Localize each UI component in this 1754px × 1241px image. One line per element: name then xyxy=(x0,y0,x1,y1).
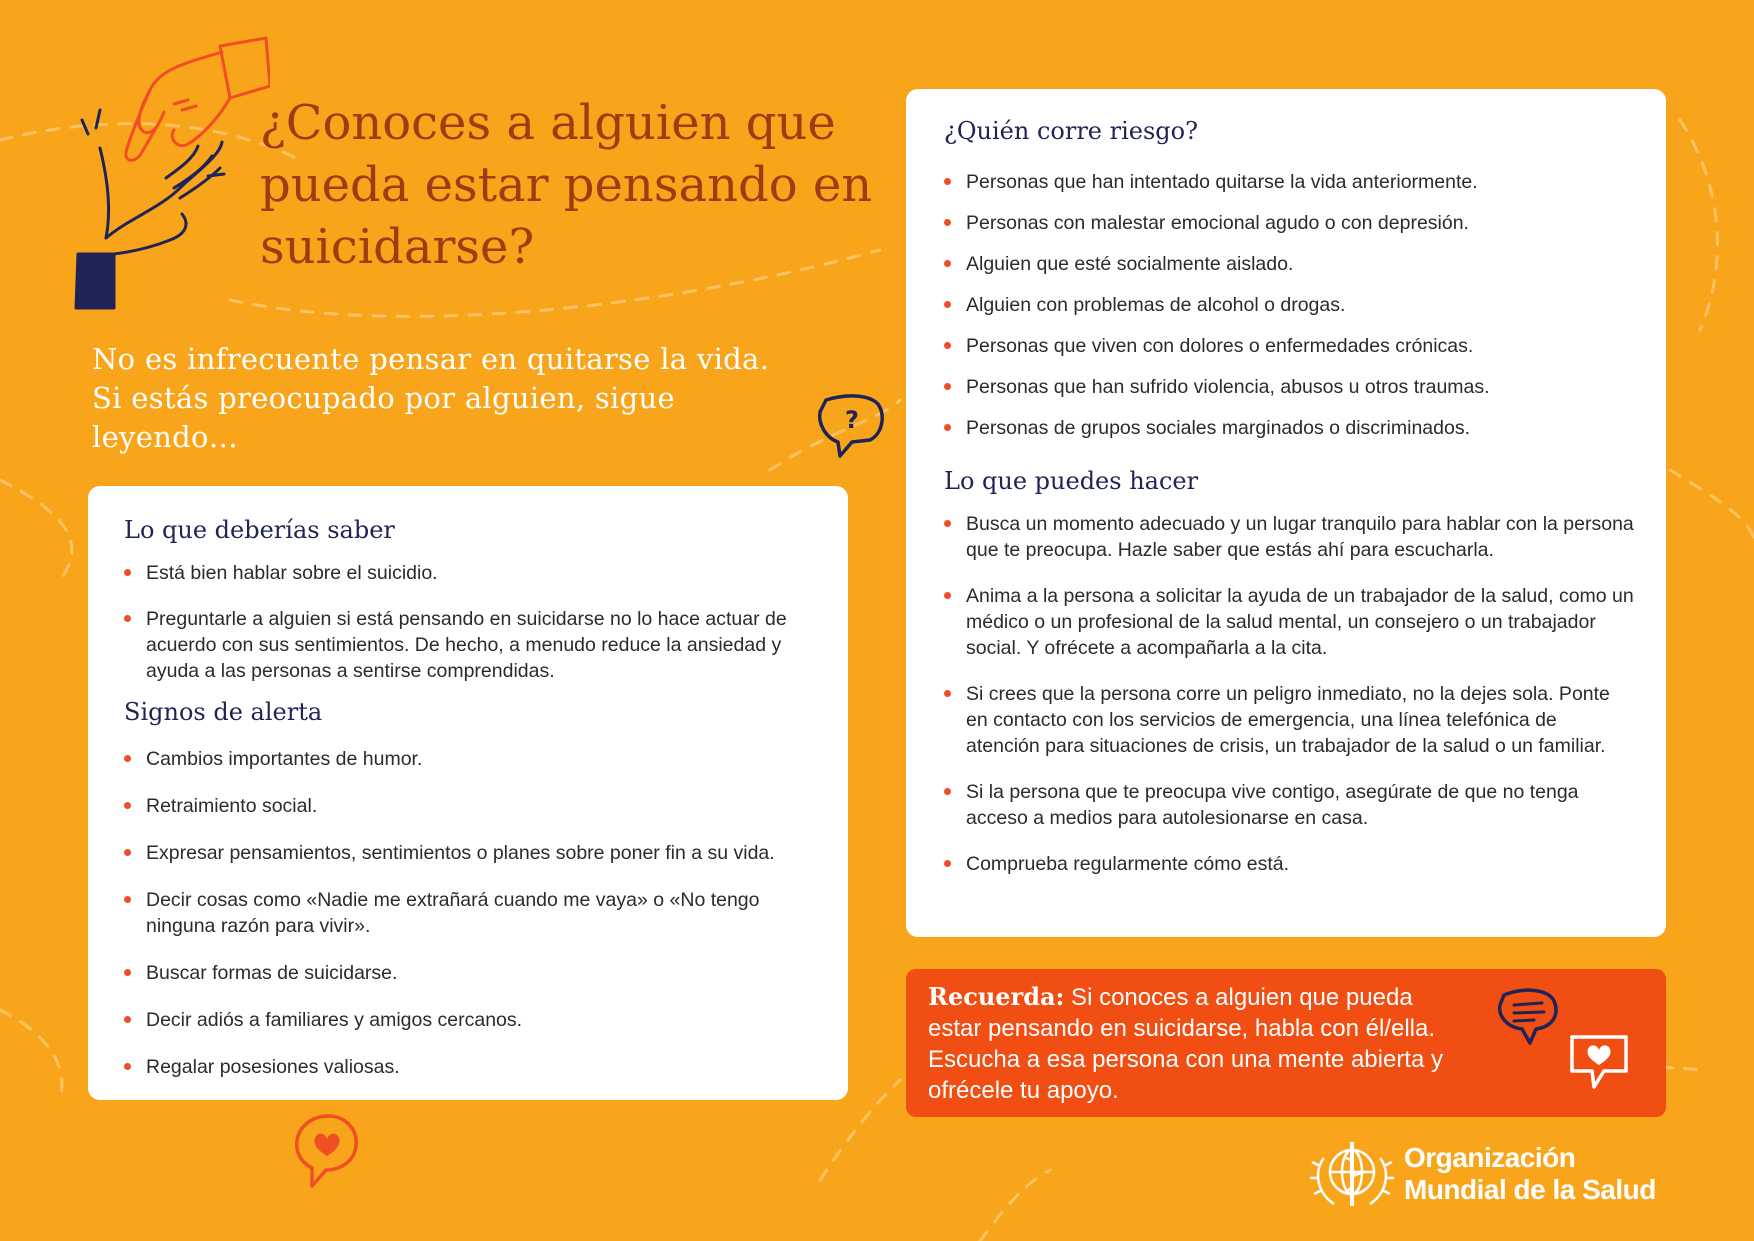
list-what-you-can-do xyxy=(944,511,1634,877)
list-item: Preguntarle a alguien si está pensando en suicidarse no lo hace actuar de acuerdo con sus sentimientos. De hecho, a menudo reduce la ansiedad y ayuda a las personas a sentirse comprendidas. xyxy=(124,606,814,684)
list-item: Decir adiós a familiares y amigos cercanos. xyxy=(124,1007,814,1033)
list-item: Si la persona que te preocupa vive contigo, asegúrate de que no tenga acceso a medios para autolesionarse en casa. xyxy=(944,779,1634,831)
list-item: Decir cosas como «Nadie me extrañará cuando me vaya» o «No tengo ninguna razón para vivir». xyxy=(124,887,814,939)
who-line2: Mundial de la Salud xyxy=(1404,1174,1656,1205)
list-item: Alguien que esté socialmente aislado. xyxy=(944,251,1634,277)
heart-message-icon xyxy=(1566,1031,1632,1093)
list-item: Personas de grupos sociales marginados o discriminados. xyxy=(944,415,1634,441)
list-item: Personas que han intentado quitarse la vida anteriormente. xyxy=(944,169,1634,195)
heading-warning-signs: Signos de alerta xyxy=(124,698,323,726)
list-item: Anima a la persona a solicitar la ayuda de un trabajador de la salud, como un médico o un profesional de la salud mental, un consejero o un trabajador social. Y ofrécete a acompañarla a la cita. xyxy=(944,583,1634,661)
intro-text: No es infrecuente pensar en quitarse la vida. Si estás preocupado por alguien, sigue leyendo… xyxy=(92,342,770,454)
heading-what-you-can-do: Lo que puedes hacer xyxy=(944,467,1199,495)
heart-bubble-icon xyxy=(292,1112,364,1190)
list-item: Busca un momento adecuado y un lugar tranquilo para hablar con la persona que te preocupa. Hazle saber que estás ahí para escucharla. xyxy=(944,511,1634,563)
list-item: Buscar formas de suicidarse. xyxy=(124,960,814,986)
list-item: Alguien con problemas de alcohol o drogas. xyxy=(944,292,1634,318)
question-bubble-icon xyxy=(816,392,888,462)
remember-body: Si conoces a alguien que pueda estar pensando en suicidarse, habla con él/ella. Escucha a esa persona con una mente abierta y ofrécele tu apoyo. xyxy=(928,984,1443,1104)
chat-lines-icon xyxy=(1496,985,1562,1049)
list-item: Cambios importantes de humor. xyxy=(124,746,814,772)
list-item: Retraimiento social. xyxy=(124,793,814,819)
page-title: ¿Conoces a alguien que pueda estar pensando en suicidarse? xyxy=(260,95,873,275)
list-item: Si crees que la persona corre un peligro inmediato, no la dejes sola. Ponte en contacto con los servicios de emergencia, una línea telefónica de atención para situaciones de crisis, un trabajador de la salud o un familiar. xyxy=(944,681,1634,759)
list-item: Expresar pensamientos, sentimientos o planes sobre poner fin a su vida. xyxy=(124,840,814,866)
list-item: Personas que viven con dolores o enfermedades crónicas. xyxy=(944,333,1634,359)
who-logo xyxy=(1304,1136,1664,1212)
list-warning-signs xyxy=(124,746,814,1080)
heading-who-at-risk: ¿Quién corre riesgo? xyxy=(944,117,1198,145)
list-item: Regalar posesiones valiosas. xyxy=(124,1054,814,1080)
who-line1: Organización xyxy=(1404,1142,1576,1173)
remember-text xyxy=(928,981,1468,1106)
list-who-at-risk xyxy=(944,169,1634,441)
remember-callout xyxy=(906,969,1666,1117)
remember-label: Recuerda: xyxy=(928,982,1065,1011)
card-what-to-know xyxy=(88,486,848,1100)
list-item: Comprueba regularmente cómo está. xyxy=(944,851,1634,877)
list-item: Personas que han sufrido violencia, abusos u otros traumas. xyxy=(944,374,1634,400)
who-emblem-icon xyxy=(1304,1136,1400,1212)
svg-text:?: ? xyxy=(845,406,859,434)
list-what-to-know xyxy=(124,560,814,684)
list-item: Personas con malestar emocional agudo o con depresión. xyxy=(944,210,1634,236)
card-who-is-at-risk xyxy=(906,89,1666,937)
hands-icon xyxy=(70,28,270,318)
who-name xyxy=(1404,1142,1656,1206)
heading-what-to-know: Lo que deberías saber xyxy=(124,516,395,544)
list-item: Está bien hablar sobre el suicidio. xyxy=(124,560,814,586)
